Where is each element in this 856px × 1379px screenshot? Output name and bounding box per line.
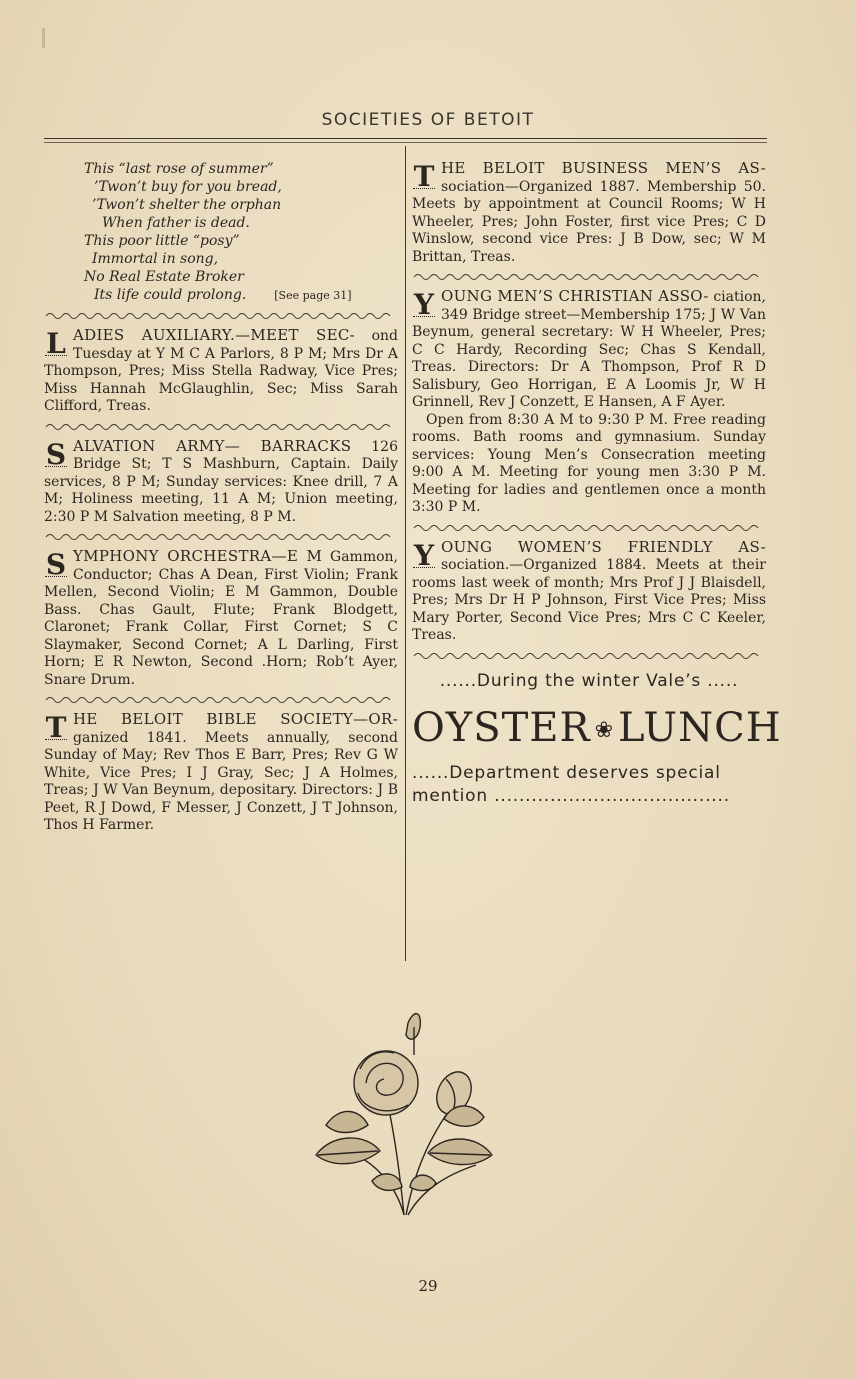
entry-body: sociation—Organized 1887. Membership 50. Meets by appointment at Council Rooms; W H Wheeler, Pres; John Foster, first vice Pres; C D Winslow, second vice Pres: J B Dow, sec; W M Brittan, Treas. bbox=[412, 178, 766, 265]
drop-cap: L bbox=[44, 329, 68, 359]
poem-last-line: Its life could prolong. bbox=[94, 287, 247, 303]
young-womens-association-entry bbox=[412, 539, 766, 645]
page-title: SOCIETIES OF BETOIT bbox=[321, 110, 535, 130]
poem-line bbox=[84, 286, 398, 305]
drop-cap: Y bbox=[414, 538, 434, 572]
advert-headline bbox=[412, 704, 782, 754]
header-rule bbox=[44, 138, 767, 139]
advert-line-bottom: ......Department deserves special mention ...................................... bbox=[412, 762, 730, 806]
poem-line: This “last rose of summer” bbox=[84, 161, 274, 177]
bible-society-entry bbox=[44, 711, 398, 835]
wavy-divider bbox=[412, 272, 766, 282]
left-column bbox=[44, 146, 398, 835]
drop-cap: T bbox=[45, 711, 67, 744]
entry-lead: OUNG MEN’S CHRISTIAN ASSO- bbox=[441, 287, 709, 305]
drop-cap: S bbox=[45, 548, 67, 581]
poem bbox=[84, 160, 398, 305]
wavy-divider bbox=[44, 532, 398, 542]
right-column bbox=[412, 146, 782, 808]
entry-body: 126 Bridge St; T S Mashburn, Captain. Daily services, 8 P M; Sunday services: Knee drill, 7 A M; Holiness meeting, 11 A M; Union meeting, 2:30 P M Salvation meeting, 8 P M. bbox=[44, 438, 398, 525]
wavy-divider bbox=[412, 651, 766, 661]
wavy-divider bbox=[44, 695, 398, 705]
poem-line: ’Twon’t shelter the orphan bbox=[92, 197, 282, 213]
business-mens-association-entry bbox=[412, 160, 766, 266]
advert-word-oyster: OYSTER bbox=[412, 704, 591, 751]
symphony-orchestra-entry bbox=[44, 548, 398, 689]
wavy-divider bbox=[44, 422, 398, 432]
advert-line-top: ......During the winter Vale’s ..... bbox=[439, 670, 739, 691]
drop-cap: T bbox=[413, 160, 435, 193]
entry-body: ond Tuesday at Y M C A Parlors, 8 P M; Mrs Dr A Thompson, Pres; Miss Stella Radway, Vice Pres; Miss Hannah McGlaughlin, Sec; Miss Sarah Clifford, Treas. bbox=[44, 328, 398, 414]
oyster-lunch-advert bbox=[412, 670, 782, 808]
wavy-divider bbox=[44, 311, 398, 321]
column-divider bbox=[405, 146, 406, 961]
entry-lead: ALVATION ARMY— BARRACKS bbox=[73, 436, 352, 455]
poem-line: When father is dead. bbox=[102, 215, 250, 231]
poem-line: No Real Estate Broker bbox=[84, 269, 244, 285]
ladies-auxiliary-entry bbox=[44, 327, 398, 416]
entry-lead: YMPHONY ORCHESTRA—E M bbox=[73, 547, 323, 565]
entry-body: ciation, 349 Bridge street—Membership 175; J W Van Beynum, general secretary: W H Wheeler, Pres; C C Hardy, Recording Sec; Chas S Kendall, Treas. Directors: Dr A Thompson, Prof R D Salisbury, Geo Horrigan, E A Loomis Jr, W H Grinnell, Rev J Conzett, E Hansen, A F Ayer. bbox=[412, 289, 767, 410]
entry-lead: OUNG WOMEN’S FRIENDLY AS- bbox=[441, 537, 766, 556]
poem-line: Immortal in song, bbox=[92, 251, 219, 267]
poem-line: This poor little “posy” bbox=[84, 233, 240, 249]
entry-body: Gammon, Conductor; Chas A Dean, First Violin; Frank Mellen, Second Violin; E M Gammon, Double Bass. Chas Gault, Flute; Frank Blodgett, Claronet; Frank Collar, First Cornet; S C Slaymaker, Second Cornet; A L Darling, First Horn; E R Newton, Second .Horn; Rob’t Ayer, Snare Drum. bbox=[44, 549, 398, 688]
poem-line: ’Twon’t buy for you bread, bbox=[94, 179, 282, 195]
drop-cap: Y bbox=[414, 288, 434, 321]
entry-body: sociation.—Organized 1884. Meets at their rooms last week of month; Mrs Prof J J Blaisdell, Pres; Mrs Dr H P Johnson, First Vice Pres; Miss Mary Porter, Second Vice Pres; Mrs C C Keeler, Treas. bbox=[412, 557, 766, 643]
entry-body: ganized 1841. Meets annually, second Sunday of May; Rev Thos E Barr, Pres; Rev G W White, Vice Pres; I J Gray, Sec; J A Holmes, Treas; J W Van Beynum, depositary. Directors: J B Peet, R J Dowd, F Messer, J Conzett, J T Johnson, Thos H Farmer. bbox=[44, 729, 398, 833]
entry-hours: Open from 8:30 A M to 9:30 P M. Free reading rooms. Bath rooms and gymnasium. Sunday services: Young Men’s Consecration meeting 9:00 A M. Meeting for young men 3:30 P M. Meeting for ladies and gentlemen once a month 3:30 P M. bbox=[412, 411, 766, 515]
ymca-entry bbox=[412, 288, 766, 517]
page-number: 29 bbox=[418, 1277, 438, 1295]
drop-cap: S bbox=[45, 437, 67, 471]
advert-word-lunch: LUNCH bbox=[618, 704, 782, 751]
entry-lead: HE BELOIT BUSINESS MEN’S AS- bbox=[441, 159, 766, 177]
entry-lead: HE BELOIT BIBLE SOCIETY—OR- bbox=[73, 710, 398, 728]
poem-reference: [See page 31] bbox=[274, 289, 352, 302]
salvation-army-entry bbox=[44, 438, 398, 527]
rose-illustration-icon bbox=[296, 1005, 512, 1225]
margin-mark bbox=[42, 28, 45, 48]
entry-lead: ADIES AUXILIARY.—MEET SEC- bbox=[73, 326, 355, 344]
wavy-divider bbox=[412, 523, 766, 533]
header-rule-thin bbox=[44, 142, 767, 143]
ornament-icon: ❀ bbox=[594, 717, 615, 743]
